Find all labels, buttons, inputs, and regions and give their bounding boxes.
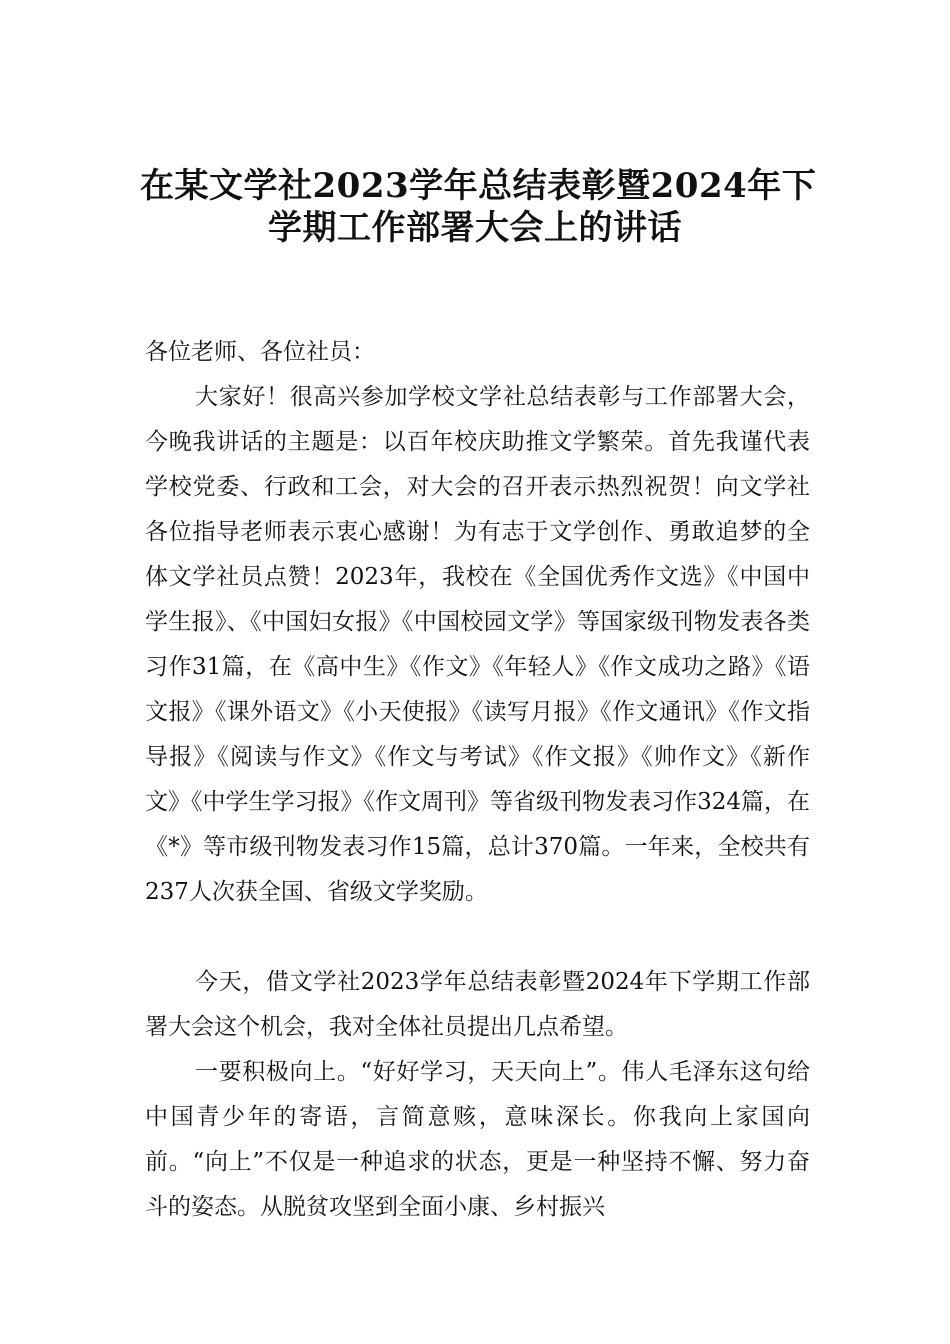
document-title-line-1: 在某文学社2023学年总结表彰暨2024年下	[140, 166, 817, 206]
paragraph-point-one: 一要积极向上。“好好学习，天天向上”。伟人毛泽东这句给中国青少年的寄语，言简意赅，意味深长。你我向上家国向前。“向上”不仅是一种追求的状态，更是一种坚持不懈、努力奋斗的姿态。从脱贫攻坚到全面小康、乡村振兴	[145, 1059, 810, 1220]
paragraph-hopes-intro: 今天，借文学社2023学年总结表彰暨2024年下学期工作部署大会这个机会，我对全体社员提出几点希望。	[145, 969, 810, 1040]
document-title-line-2: 学期工作部署大会上的讲话	[268, 208, 682, 248]
salutation: 各位老师、各位社员：	[145, 339, 375, 365]
paragraph-opening: 大家好！很高兴参加学校文学社总结表彰与工作部署大会，今晚我讲话的主题是：以百年校庆助推文学繁荣。首先我谨代表学校党委、行政和工会，对大会的召开表示热烈祝贺！向文学社各位指导老师表示衷心感谢！为有志于文学创作、勇敢追梦的全体文学社员点赞！2023年，我校在《全国优秀作文选》《中国中学生报》、《中国妇女报》《中国校园文学》等国家级刊物发表各类习作31篇，在《高中生》《作文》《年轻人》《作文成功之路》《语文报》《课外语文》《小天使报》《读写月报》《作文通讯》《作文指导报》《阅读与作文》《作文与考试》《作文报》《帅作文》《新作文》《中学生学习报》《作文周刊》等省级刊物发表习作324篇，在《*》等市级刊物发表习作15篇，总计370篇。一年来，全校共有237人次获全国、省级文学奖励。	[145, 384, 810, 905]
